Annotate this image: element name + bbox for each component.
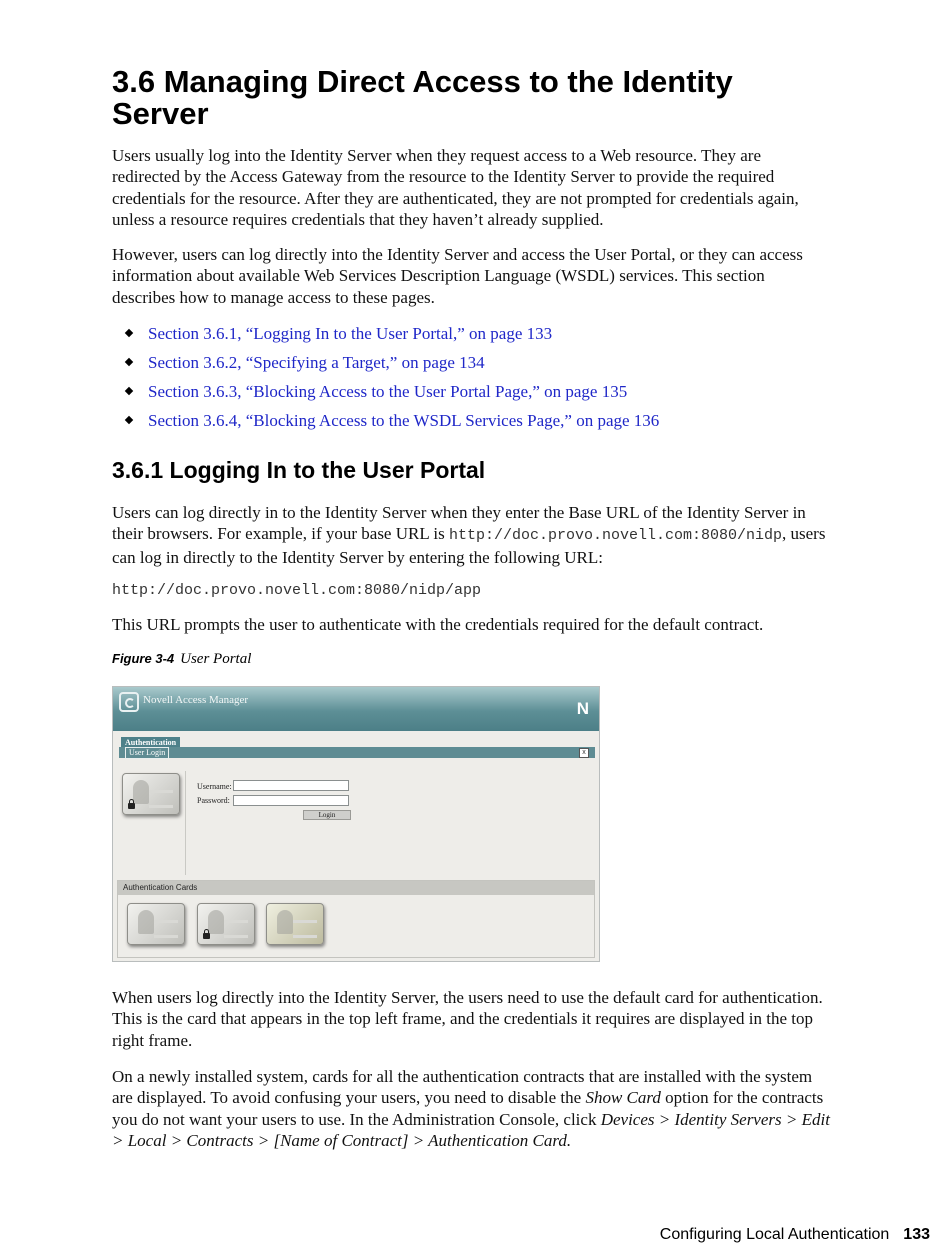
login-button[interactable]: Login <box>303 810 351 820</box>
cards-panel-header: Authentication Cards <box>118 881 594 895</box>
card-lines-icon <box>149 790 173 808</box>
tab-user-login[interactable]: User Login <box>125 747 169 759</box>
intro-paragraph-1: Users usually log into the Identity Server when they request access to a Web resource. They are redirected by the Access Gateway from the resource to the Identity Server to provide the required credentials for the resource. After they are authenticated, they are not prompted for credentials again, unless a resource requires credentials that they haven’t already supplied. <box>112 146 799 229</box>
tab-authentication[interactable]: Authentication <box>121 737 180 748</box>
bullet-icon <box>125 329 133 337</box>
lock-icon <box>203 933 210 939</box>
user-portal-screenshot <box>112 686 600 962</box>
text-run: Users can log directly in to the Identity Server when they enter the Base URL of the Identity Server in their browsers. For example, if your base URL is <box>112 503 806 544</box>
after-paragraph-1: When users log directly into the Identity Server, the users need to use the default card for authentication. This is the card that appears in the top left frame, and the credentials it requires are displayed in the top right frame. <box>112 988 823 1050</box>
user-silhouette-icon <box>138 910 154 934</box>
user-silhouette-icon <box>208 910 224 934</box>
authentication-cards-panel <box>117 880 595 958</box>
option-name: Show Card <box>585 1088 661 1108</box>
link-section-3-6-3[interactable]: Section 3.6.3, “Blocking Access to the User Portal Page,” on page 135 <box>148 382 628 401</box>
link-section-3-6-4[interactable]: Section 3.6.4, “Blocking Access to the WSDL Services Page,” on page 136 <box>148 411 660 430</box>
subsection-heading: 3.6.1 Logging In to the User Portal <box>112 457 486 483</box>
user-silhouette-icon <box>277 910 293 934</box>
link-section-3-6-1[interactable]: Section 3.6.1, “Logging In to the User Portal,” on page 133 <box>148 324 553 343</box>
novell-n-logo: N <box>576 699 589 718</box>
auth-card[interactable] <box>266 903 324 945</box>
bullet-icon <box>125 387 133 395</box>
close-icon[interactable]: x <box>579 748 589 758</box>
figure-title: User Portal <box>180 651 252 667</box>
bullet-icon <box>125 358 133 366</box>
card-lines-icon <box>224 920 248 938</box>
text-run: On a newly installed system, cards for all the authentication contracts that are installed with the system are displayed. To avoid confusing your users, you need to disable the <box>112 1067 813 1108</box>
link-section-3-6-2[interactable]: Section 3.6.2, “Specifying a Target,” on page 134 <box>148 353 485 372</box>
footer-chapter: Configuring Local Authentication <box>659 1226 890 1243</box>
text-run: , users can log in directly to the Identity Server by entering the following URL: <box>112 524 826 567</box>
card-lines-icon <box>293 920 317 938</box>
subsection-paragraph-2: This URL prompts the user to authenticate with the credentials required for the default contract. <box>112 615 764 634</box>
tab-bar <box>119 747 595 758</box>
bullet-icon <box>125 416 133 424</box>
username-input[interactable] <box>233 780 349 791</box>
subsection-paragraph-1 <box>112 502 832 568</box>
password-label: Password: <box>197 796 230 805</box>
intro-paragraph-2: However, users can log directly into the Identity Server and access the User Portal, or they can access information about available Web Services Description Language (WSDL) services. This section describes how to manage access to these pages. <box>112 245 803 307</box>
text-run: option for the contracts you do not want your users to use. In the Administration Console, click <box>112 1088 824 1129</box>
default-auth-card[interactable] <box>122 773 180 815</box>
app-title: Novell Access Manager <box>143 694 249 706</box>
figure-label: Figure 3-4 <box>112 651 175 666</box>
user-silhouette-icon <box>133 780 149 804</box>
page-number: 133 <box>903 1226 930 1243</box>
inline-url: http://doc.provo.novell.com:8080/nidp <box>448 527 782 545</box>
after-paragraph-2 <box>112 1066 832 1151</box>
menu-path: Devices > Identity Servers > Edit > Local > Contracts > [Name of Contract] > Authentication Card. <box>112 1109 830 1150</box>
page-footer <box>660 1226 930 1244</box>
figure-caption <box>112 649 251 669</box>
auth-card[interactable] <box>127 903 185 945</box>
novell-emblem-icon <box>119 692 139 712</box>
section-heading: 3.6 Managing Direct Access to the Identity Server <box>112 64 733 131</box>
card-lines-icon <box>154 920 178 938</box>
lock-icon <box>128 803 135 809</box>
auth-card[interactable] <box>197 903 255 945</box>
username-label: Username: <box>197 782 232 791</box>
frame-divider <box>185 771 186 875</box>
code-url: http://doc.provo.novell.com:8080/nidp/app <box>112 582 482 599</box>
app-banner <box>113 687 599 731</box>
password-input[interactable] <box>233 795 349 806</box>
